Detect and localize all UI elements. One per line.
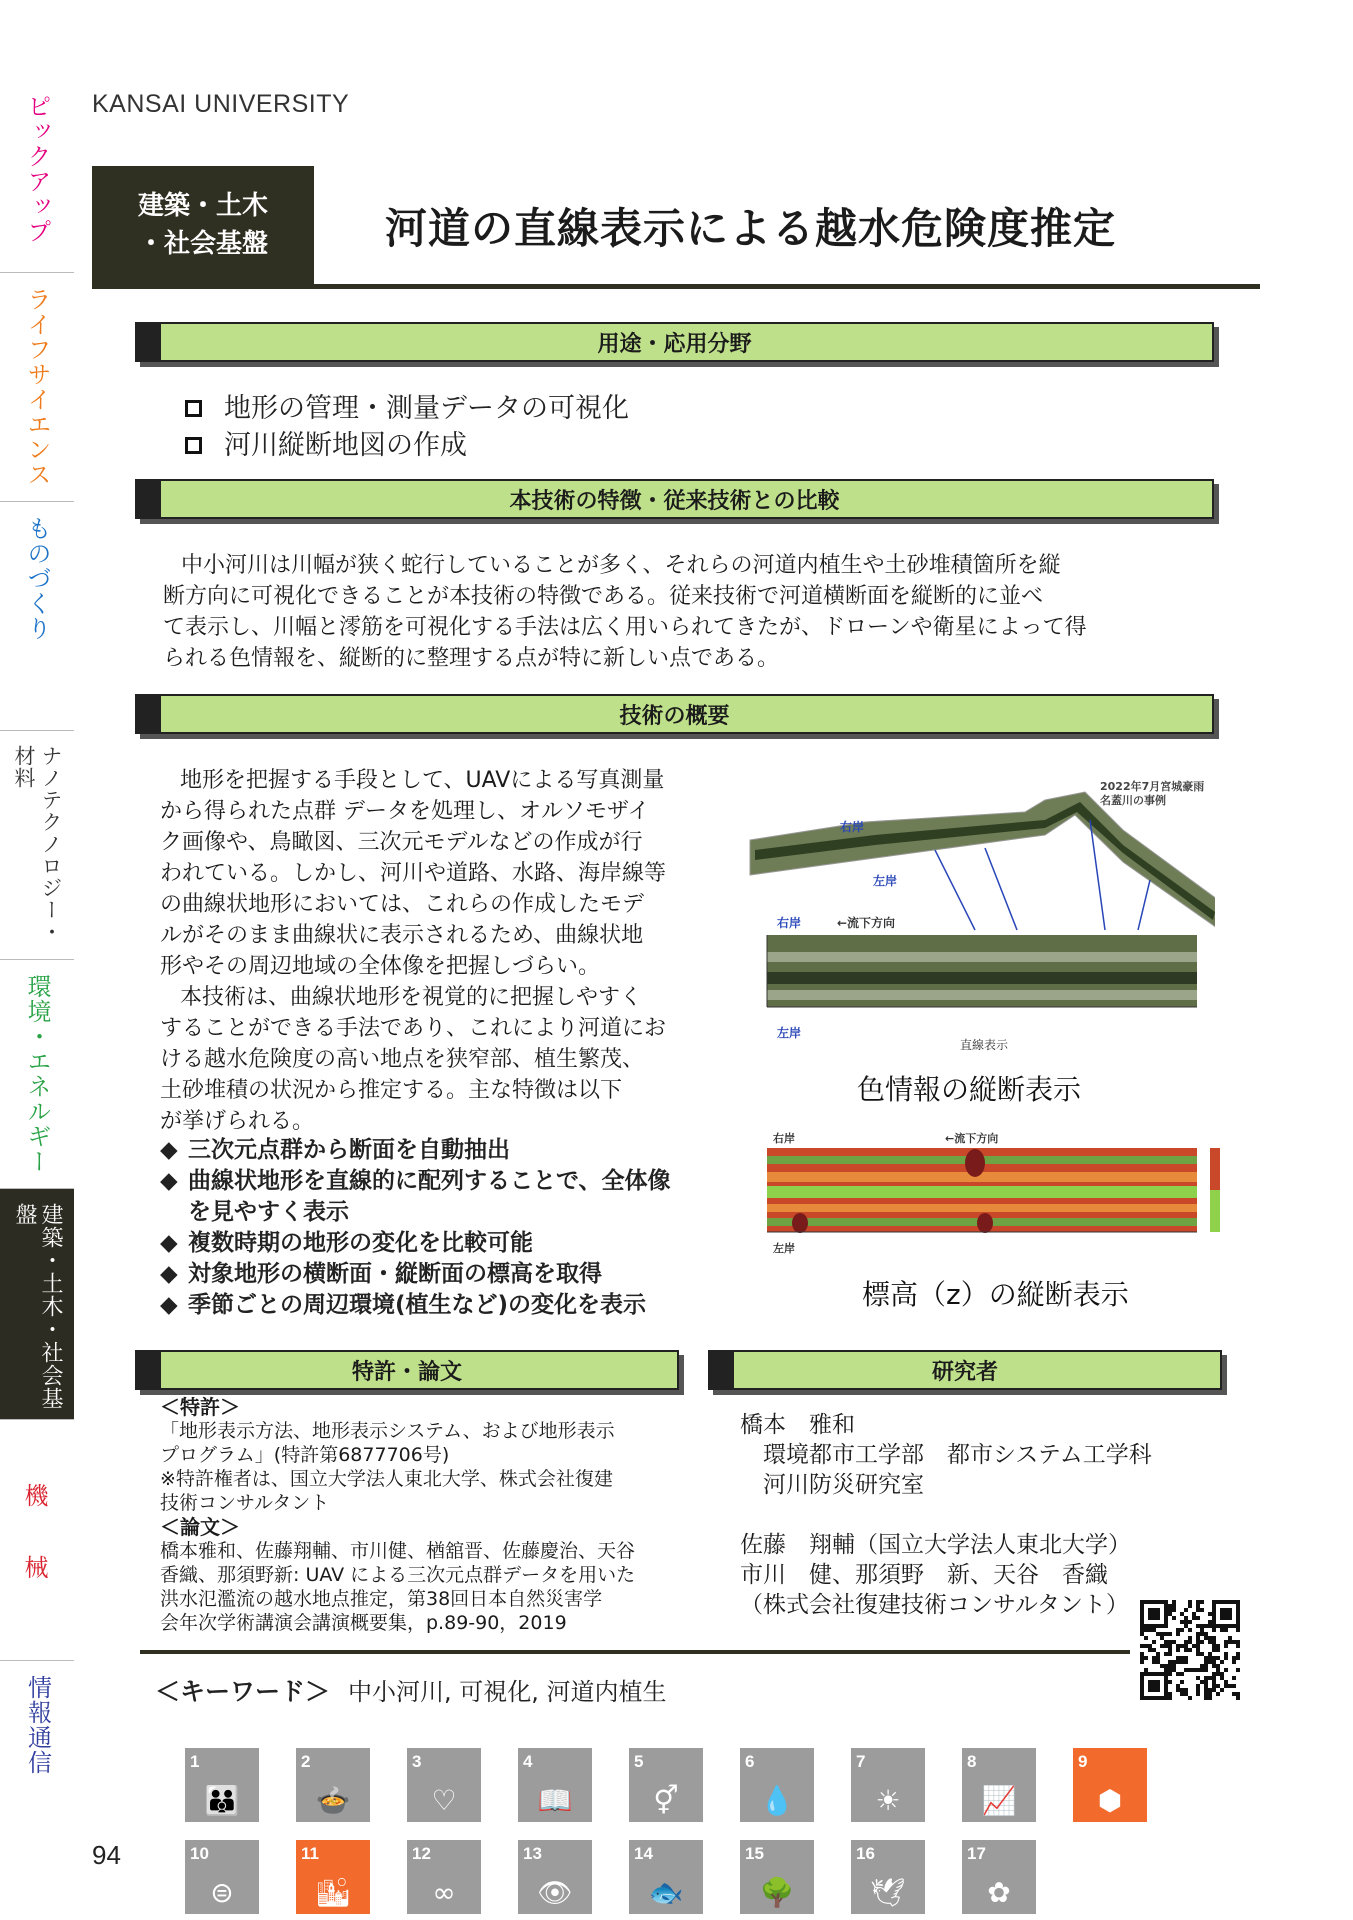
keywords-label: ＜キーワード＞ <box>155 1677 331 1706</box>
text-line: 会年次学術講演会講演概要集，p.89-90，2019 <box>160 1612 567 1634</box>
sdg-goal-symbol: ∞ <box>432 1876 456 1909</box>
flow-direction-label: ←流下方向 <box>945 1132 999 1145</box>
text-line: ける越水危険度の高い地点を狭窄部、植生繁茂、 <box>160 1047 645 1072</box>
text-line: が挙げられる。 <box>160 1109 315 1134</box>
category-line: 建築・土木 <box>137 191 268 221</box>
side-tab-monozukuri[interactable] <box>0 502 74 731</box>
text-line: われている。しかし、河川や道路、水路、海岸線等 <box>160 861 667 886</box>
section-bar-patents <box>135 1350 679 1390</box>
qr-code-graphic <box>1140 1600 1240 1700</box>
side-tab-label: 環境・エネルギー <box>23 974 51 1174</box>
feature-text: 複数時期の地形の変化を比較可能 <box>188 1230 533 1256</box>
side-tab-label: ピックアップ <box>23 94 51 244</box>
sdg-goal-symbol: 📖 <box>537 1784 573 1817</box>
side-tab-label: 情報通信 <box>23 1675 52 1775</box>
side-tab-life-science[interactable] <box>0 273 74 502</box>
sdg-goal-symbol: ⬢ <box>1097 1784 1123 1817</box>
bullet-indent <box>160 1197 188 1228</box>
sdg-goal-number: 14 <box>634 1844 653 1863</box>
section-bar-applications <box>135 322 1214 362</box>
text-line: （株式会社復建技術コンサルタント） <box>740 1592 1129 1618</box>
category-line: ・社会基盤 <box>137 229 268 259</box>
side-tab-ict[interactable] <box>0 1661 74 1861</box>
keywords <box>155 1672 667 1708</box>
feature-item <box>160 1135 671 1166</box>
application-list <box>185 390 629 464</box>
text-line: ク画像や、鳥瞰図、三次元モデルなどの作成が行 <box>160 830 643 855</box>
text-line: 橋本 雅和 <box>740 1412 855 1438</box>
feature-item <box>160 1290 671 1321</box>
sdg-goal-13-icon <box>518 1840 592 1914</box>
right-bank-label: 右岸 <box>773 1132 795 1145</box>
side-tab-label: ものづくり <box>23 516 51 641</box>
figure-note-line: 名蓋川の事例 <box>1100 794 1166 807</box>
sdg-goal-2-icon <box>296 1748 370 1822</box>
text-line: 土砂堆積の状況から推定する。主な特徴は以下 <box>160 1078 623 1103</box>
text-line: ルがそのまま曲線状に表示されるため、曲線状地 <box>160 923 644 948</box>
researcher-list <box>740 1410 1152 1620</box>
text-line: 断方向に可視化できることが本技術の特徴である。従来技術で河道横断面を縦断的に並べ <box>163 584 1044 609</box>
sdg-goal-symbol: 💧 <box>759 1784 795 1817</box>
features-paragraph <box>163 550 1087 674</box>
figure-xlabel: 直線表示 <box>960 1038 1009 1052</box>
sdg-goal-number: 4 <box>523 1752 533 1771</box>
section-bar-features <box>135 479 1214 519</box>
diamond-bullet-icon: ◆ <box>160 1292 178 1318</box>
text-line: て表示し、川幅と澪筋を可視化する手法は広く用いられてきたが、ドローンや衛星によって得 <box>163 615 1087 640</box>
sdg-goal-symbol: 🕊 <box>870 1876 906 1909</box>
text-line: 形やその周辺地域の全体像を把握しづらい。 <box>160 954 601 979</box>
figure-caption: 標高（z）の縦断表示 <box>862 1278 1129 1311</box>
sdg-goal-1-icon <box>185 1748 259 1822</box>
bottom-divider <box>140 1650 1130 1654</box>
list-item-text: 河川縦断地図の作成 <box>224 430 467 461</box>
text-line: から得られた点群 データを処理し、オルソモザイ <box>160 799 650 824</box>
sdg-goal-14-icon <box>629 1840 703 1914</box>
section-title: 特許・論文 <box>351 1359 462 1385</box>
left-bank-label: 左岸 <box>873 874 898 888</box>
paper-heading: ＜論文＞ <box>160 1515 240 1539</box>
side-tab-architecture[interactable] <box>0 1189 74 1420</box>
text-line: 橋本雅和、佐藤翔輔、市川健、楢舘晋、佐藤慶治、天谷 <box>160 1540 636 1562</box>
left-bank-label: 左岸 <box>773 1242 795 1255</box>
figure-note-line: 2022年7月宮城豪雨 <box>1100 780 1205 793</box>
right-bank-label: 右岸 <box>777 916 802 930</box>
sdg-goal-symbol: ⊜ <box>210 1876 234 1909</box>
text-line <box>740 1500 1152 1530</box>
list-item <box>185 390 629 427</box>
feature-text: 季節ごとの周辺環境(植生など)の変化を表示 <box>188 1292 647 1318</box>
sdg-goal-number: 6 <box>745 1752 755 1771</box>
sdg-goal-symbol: ♡ <box>431 1784 457 1817</box>
figure-elevation-longitudinal <box>755 1128 1225 1258</box>
sdg-goal-symbol: ✿ <box>987 1876 1011 1909</box>
text-line: 香織、那須野新: UAV による三次元点群データを用いた <box>160 1564 636 1586</box>
sdg-goal-6-icon <box>740 1748 814 1822</box>
side-tab-environment[interactable] <box>0 960 74 1189</box>
section-title: 用途・応用分野 <box>597 331 752 357</box>
sdg-goal-symbol: 🐟 <box>648 1876 684 1909</box>
keywords-value: 中小河川, 可視化, 河道内植生 <box>348 1678 667 1706</box>
text-line: プログラム」(特許第6877706号) <box>160 1444 450 1466</box>
text-line: 中小河川は川幅が狭く蛇行していることが多く、それらの河道内植生や土砂堆積箇所を縦 <box>181 553 1061 578</box>
sdg-goal-symbol: 👁 <box>537 1876 573 1909</box>
text-line: 技術コンサルタント <box>160 1492 330 1514</box>
feature-text: 対象地形の横断面・縦断面の標高を取得 <box>188 1261 602 1287</box>
sdg-goal-number: 16 <box>856 1844 875 1863</box>
patent-heading: ＜特許＞ <box>160 1395 240 1419</box>
sdg-goal-number: 3 <box>412 1752 422 1771</box>
sdg-goal-symbol: 📈 <box>981 1784 1017 1817</box>
feature-item <box>160 1197 671 1228</box>
overview-paragraph <box>160 765 666 1137</box>
figure-elevation-image <box>755 1128 1225 1258</box>
text-line: 環境都市工学部 都市システム工学科 <box>740 1442 1152 1468</box>
text-line: 洪水氾濫流の越水地点推定，第38回日本自然災害学 <box>160 1588 603 1610</box>
side-tab-label: 械 <box>24 1554 50 1582</box>
figure-caption: 色情報の縦断表示 <box>857 1073 1082 1106</box>
side-tab-label: ライフサイエンス <box>23 287 51 487</box>
section-bar-researchers <box>708 1350 1222 1390</box>
flow-direction-label: ←流下方向 <box>837 916 896 930</box>
text-line: 佐藤 翔輔（国立大学法人東北大学） <box>740 1532 1131 1558</box>
sdg-goal-number: 8 <box>967 1752 977 1771</box>
feature-text: 三次元点群から断面を自動抽出 <box>188 1137 510 1163</box>
side-tab-pickup[interactable] <box>0 80 74 273</box>
figure-color-longitudinal <box>745 780 1215 1060</box>
sdg-goal-number: 13 <box>523 1844 542 1863</box>
list-item <box>185 427 629 464</box>
sdg-goal-number: 12 <box>412 1844 431 1863</box>
sdg-goal-10-icon <box>185 1840 259 1914</box>
sdg-goal-number: 2 <box>301 1752 311 1771</box>
section-title: 本技術の特徴・従来技術との比較 <box>509 488 840 514</box>
qr-code-icon[interactable] <box>1140 1600 1240 1700</box>
university-name: KANSAI UNIVERSITY <box>92 90 350 118</box>
sdg-goal-17-icon <box>962 1840 1036 1914</box>
feature-item <box>160 1259 671 1290</box>
text-line: 地形を把握する手段として、UAVによる写真測量 <box>180 768 665 793</box>
section-title: 研究者 <box>931 1359 998 1385</box>
text-line: することができる手法であり、これにより河道にお <box>160 1016 667 1041</box>
section-bar-overview <box>135 694 1214 734</box>
sdg-goal-number: 9 <box>1078 1752 1088 1771</box>
diamond-bullet-icon: ◆ <box>160 1168 178 1194</box>
sdg-goal-symbol: 👪 <box>204 1784 240 1817</box>
sdg-goal-15-icon <box>740 1840 814 1914</box>
feature-item <box>160 1228 671 1259</box>
feature-list <box>160 1135 671 1321</box>
sdg-goal-number: 7 <box>856 1752 866 1771</box>
sdg-goal-symbol: 🌳 <box>759 1876 795 1909</box>
sdg-goal-number: 17 <box>967 1844 986 1863</box>
feature-item <box>160 1166 671 1197</box>
diamond-bullet-icon: ◆ <box>160 1137 178 1163</box>
right-bank-label: 右岸 <box>840 820 865 834</box>
sdg-goal-number: 15 <box>745 1844 764 1863</box>
text-line: 河川防災研究室 <box>740 1472 924 1498</box>
page-title: 河道の直線表示による越水危険度推定 <box>385 204 1117 253</box>
sdg-goal-number: 10 <box>190 1844 209 1863</box>
text-line: 「地形表示方法、地形表示システム、および地形表示 <box>160 1420 615 1442</box>
figure-color-image <box>745 780 1215 1060</box>
sdg-goal-number: 1 <box>190 1752 200 1771</box>
side-tab-label: ナノテクノロジー・材料 <box>12 745 63 943</box>
sdg-goal-number: 11 <box>301 1844 319 1863</box>
sdg-goal-4-icon <box>518 1748 592 1822</box>
section-title: 技術の概要 <box>619 703 730 729</box>
list-item-text: 地形の管理・測量データの可視化 <box>224 393 629 424</box>
sdg-goal-9-icon <box>1073 1748 1147 1822</box>
text-line: 市川 健、那須野 新、天谷 香織 <box>740 1562 1108 1588</box>
feature-text: を見やすく表示 <box>188 1199 349 1225</box>
side-tab-label: 建築・土木・社会基盤 <box>12 1203 63 1410</box>
title-divider <box>92 284 1260 289</box>
figure-note <box>1100 780 1204 808</box>
sdg-goal-symbol: ⚥ <box>653 1784 679 1817</box>
sdg-goal-7-icon <box>851 1748 925 1822</box>
feature-text: 曲線状地形を直線的に配列することで、全体像 <box>188 1168 671 1194</box>
diamond-bullet-icon: ◆ <box>160 1261 178 1287</box>
sdg-goal-number: 5 <box>634 1752 644 1771</box>
left-bank-label: 左岸 <box>777 1026 802 1040</box>
text-line: の曲線状地形においては、これらの作成したモデ <box>160 892 645 917</box>
diamond-bullet-icon: ◆ <box>160 1230 178 1256</box>
side-tab-label: 機 <box>24 1482 50 1510</box>
sdg-goal-symbol: ☀ <box>875 1784 901 1817</box>
text-line: ※特許権者は、国立大学法人東北大学、株式会社復建 <box>160 1468 613 1490</box>
text-line: られる色情報を、縦断的に整理する点が特に新しい点である。 <box>163 646 780 671</box>
side-tab-machine[interactable] <box>0 1420 74 1661</box>
sdg-goal-8-icon <box>962 1748 1036 1822</box>
patent-list <box>160 1395 635 1635</box>
sdg-goal-12-icon <box>407 1840 481 1914</box>
category-label <box>92 166 314 284</box>
sdg-goal-11-icon <box>296 1840 370 1914</box>
page-number: 94 <box>92 1840 121 1870</box>
sdg-goal-symbol: 🍲 <box>315 1784 351 1817</box>
checkbox-icon <box>185 400 202 417</box>
sdg-goal-5-icon <box>629 1748 703 1822</box>
text-line: 本技術は、曲線状地形を視覚的に把握しやすく <box>180 985 643 1010</box>
side-tab-nanotech[interactable] <box>0 731 74 960</box>
sdg-goal-3-icon <box>407 1748 481 1822</box>
sdg-goal-symbol: 🏙 <box>315 1876 351 1909</box>
checkbox-icon <box>185 437 202 454</box>
sdg-goal-16-icon <box>851 1840 925 1914</box>
